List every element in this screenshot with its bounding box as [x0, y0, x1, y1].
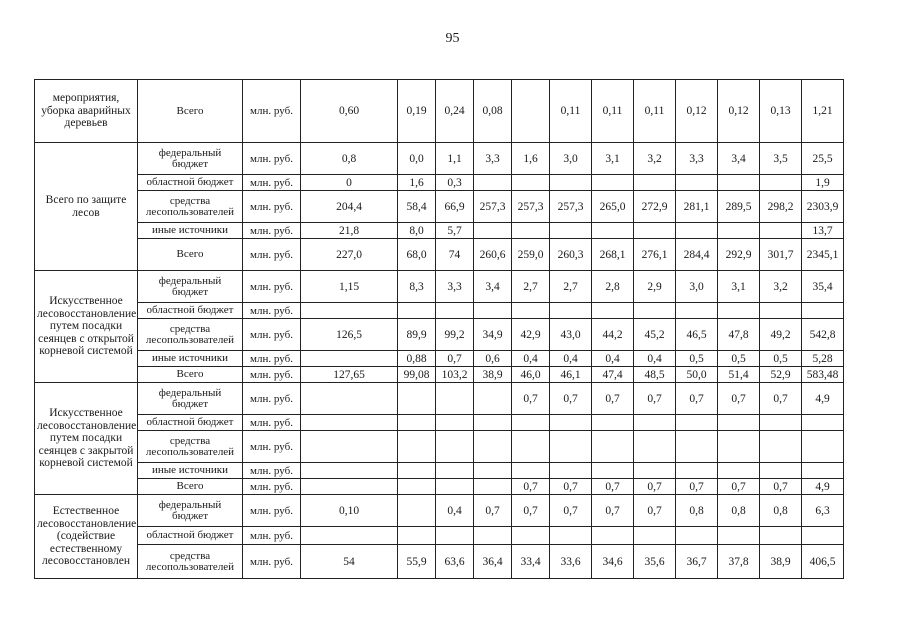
- value-cell: 3,4: [718, 143, 760, 175]
- value-cell: [301, 463, 398, 479]
- value-cell: 301,7: [760, 239, 802, 271]
- value-cell: [550, 463, 592, 479]
- value-cell: 268,1: [592, 239, 634, 271]
- value-cell: 0,4: [436, 495, 474, 527]
- table-row: [35, 319, 889, 351]
- value-cell: 0,7: [634, 479, 676, 495]
- value-cell: 0,7: [550, 383, 592, 415]
- table-row: [35, 367, 889, 383]
- value-cell: 1,9: [802, 175, 844, 191]
- value-cell: 3,0: [550, 143, 592, 175]
- value-cell: 49,2: [760, 319, 802, 351]
- value-cell: 47,4: [592, 367, 634, 383]
- value-cell: 21,8: [301, 223, 398, 239]
- value-cell: 0,88: [398, 351, 436, 367]
- value-cell: 48,5: [634, 367, 676, 383]
- value-cell: 4,9: [802, 479, 844, 495]
- value-cell: 3,2: [760, 271, 802, 303]
- value-cell: [301, 527, 398, 545]
- value-cell: 0,7: [512, 495, 550, 527]
- value-cell: 13,7: [802, 223, 844, 239]
- activity-name-cell: Естественное лесовосстановление (содействие естественному лесовосстановлен: [35, 495, 138, 579]
- value-cell: [718, 223, 760, 239]
- value-cell: [474, 223, 512, 239]
- value-cell: 2,7: [512, 271, 550, 303]
- value-cell: [592, 431, 634, 463]
- value-cell: [398, 303, 436, 319]
- funding-source-cell: федеральный бюджет: [138, 271, 243, 303]
- unit-cell: млн. руб.: [243, 545, 301, 579]
- value-cell: 46,5: [676, 319, 718, 351]
- value-cell: 406,5: [802, 545, 844, 579]
- value-cell: 1,1: [436, 143, 474, 175]
- value-cell: 34,6: [592, 545, 634, 579]
- value-cell: 46,1: [550, 367, 592, 383]
- value-cell: [512, 527, 550, 545]
- value-cell: 281,1: [676, 191, 718, 223]
- value-cell: 0,7: [760, 479, 802, 495]
- table-row: [35, 479, 889, 495]
- table-row: [35, 545, 889, 579]
- funding-source-cell: иные источники: [138, 351, 243, 367]
- value-cell: [718, 463, 760, 479]
- value-cell: [802, 415, 844, 431]
- value-cell: 0,13: [760, 80, 802, 143]
- value-cell: 284,4: [676, 239, 718, 271]
- value-cell: [592, 303, 634, 319]
- table-row: [35, 431, 889, 463]
- value-cell: 0,7: [550, 479, 592, 495]
- value-cell: 5,7: [436, 223, 474, 239]
- table-row: [35, 143, 889, 175]
- value-cell: 0,7: [676, 383, 718, 415]
- value-cell: 0,8: [760, 495, 802, 527]
- funding-source-cell: федеральный бюджет: [138, 143, 243, 175]
- value-cell: [398, 527, 436, 545]
- value-cell: 35,4: [802, 271, 844, 303]
- funding-source-cell: иные источники: [138, 463, 243, 479]
- value-cell: [718, 303, 760, 319]
- value-cell: [550, 415, 592, 431]
- funding-source-cell: средства лесопользователей: [138, 319, 243, 351]
- table-row: [35, 80, 889, 143]
- value-cell: [474, 303, 512, 319]
- table-row: [35, 239, 889, 271]
- activity-name-cell: мероприятия, уборка аварийных деревьев: [35, 80, 138, 143]
- value-cell: 3,0: [676, 271, 718, 303]
- value-cell: 3,3: [436, 271, 474, 303]
- value-cell: [676, 431, 718, 463]
- value-cell: 259,0: [512, 239, 550, 271]
- table-body: [35, 80, 889, 579]
- value-cell: [760, 415, 802, 431]
- value-cell: 52,9: [760, 367, 802, 383]
- value-cell: [436, 527, 474, 545]
- value-cell: 0,7: [718, 479, 760, 495]
- value-cell: 298,2: [760, 191, 802, 223]
- unit-cell: млн. руб.: [243, 415, 301, 431]
- value-cell: [676, 303, 718, 319]
- value-cell: 542,8: [802, 319, 844, 351]
- value-cell: 36,7: [676, 545, 718, 579]
- value-cell: 0,7: [718, 383, 760, 415]
- value-cell: 0,11: [634, 80, 676, 143]
- value-cell: 0,8: [676, 495, 718, 527]
- value-cell: 0,5: [718, 351, 760, 367]
- unit-cell: млн. руб.: [243, 367, 301, 383]
- value-cell: 0,11: [550, 80, 592, 143]
- value-cell: 0: [301, 175, 398, 191]
- unit-cell: млн. руб.: [243, 527, 301, 545]
- table-row: [35, 383, 889, 415]
- value-cell: [436, 415, 474, 431]
- value-cell: 0,7: [436, 351, 474, 367]
- unit-cell: млн. руб.: [243, 191, 301, 223]
- value-cell: [550, 431, 592, 463]
- value-cell: 58,4: [398, 191, 436, 223]
- value-cell: [512, 463, 550, 479]
- unit-cell: млн. руб.: [243, 271, 301, 303]
- value-cell: [474, 527, 512, 545]
- funding-source-cell: Всего: [138, 239, 243, 271]
- value-cell: [592, 527, 634, 545]
- value-cell: [436, 383, 474, 415]
- value-cell: 3,3: [676, 143, 718, 175]
- funding-source-cell: средства лесопользователей: [138, 545, 243, 579]
- table-row: [35, 175, 889, 191]
- value-cell: 103,2: [436, 367, 474, 383]
- value-cell: 0,08: [474, 80, 512, 143]
- value-cell: 292,9: [718, 239, 760, 271]
- value-cell: 8,3: [398, 271, 436, 303]
- value-cell: [398, 383, 436, 415]
- value-cell: 127,65: [301, 367, 398, 383]
- value-cell: 1,15: [301, 271, 398, 303]
- value-cell: [301, 383, 398, 415]
- value-cell: 3,1: [592, 143, 634, 175]
- value-cell: [676, 415, 718, 431]
- value-cell: [802, 303, 844, 319]
- value-cell: [760, 175, 802, 191]
- value-cell: 0,7: [474, 495, 512, 527]
- value-cell: [676, 175, 718, 191]
- value-cell: [676, 527, 718, 545]
- activity-name-cell: Искусственное лесовосстановление путем посадки сеянцев с закрытой корневой системой: [35, 383, 138, 495]
- activity-name-cell: Всего по защите лесов: [35, 143, 138, 271]
- value-cell: 0,10: [301, 495, 398, 527]
- funding-source-cell: средства лесопользователей: [138, 191, 243, 223]
- value-cell: 2,7: [550, 271, 592, 303]
- value-cell: 0,12: [718, 80, 760, 143]
- value-cell: 0,7: [592, 383, 634, 415]
- value-cell: 272,9: [634, 191, 676, 223]
- value-cell: [676, 223, 718, 239]
- value-cell: [398, 479, 436, 495]
- value-cell: 1,21: [802, 80, 844, 143]
- value-cell: [634, 431, 676, 463]
- value-cell: [550, 223, 592, 239]
- value-cell: [760, 303, 802, 319]
- value-cell: 0,4: [512, 351, 550, 367]
- value-cell: 1,6: [512, 143, 550, 175]
- value-cell: [550, 175, 592, 191]
- value-cell: 66,9: [436, 191, 474, 223]
- value-cell: 0,7: [592, 479, 634, 495]
- value-cell: [760, 463, 802, 479]
- value-cell: [474, 175, 512, 191]
- value-cell: 260,6: [474, 239, 512, 271]
- value-cell: 63,6: [436, 545, 474, 579]
- value-cell: 55,9: [398, 545, 436, 579]
- value-cell: 0,11: [592, 80, 634, 143]
- value-cell: [398, 431, 436, 463]
- value-cell: 583,48: [802, 367, 844, 383]
- value-cell: 257,3: [474, 191, 512, 223]
- value-cell: 126,5: [301, 319, 398, 351]
- value-cell: [436, 463, 474, 479]
- activity-name-cell: Искусственное лесовосстановление путем посадки сеянцев с открытой корневой системой: [35, 271, 138, 383]
- value-cell: [634, 175, 676, 191]
- value-cell: 0,6: [474, 351, 512, 367]
- value-cell: 6,3: [802, 495, 844, 527]
- table-row: [35, 271, 889, 303]
- budget-table: [34, 79, 889, 579]
- value-cell: 0,7: [676, 479, 718, 495]
- value-cell: 0,7: [512, 383, 550, 415]
- value-cell: 37,8: [718, 545, 760, 579]
- value-cell: 3,5: [760, 143, 802, 175]
- value-cell: 0,7: [512, 479, 550, 495]
- value-cell: 99,08: [398, 367, 436, 383]
- value-cell: 3,2: [634, 143, 676, 175]
- page-number: 95: [445, 31, 460, 46]
- value-cell: [760, 527, 802, 545]
- value-cell: 0,7: [634, 383, 676, 415]
- funding-source-cell: иные источники: [138, 223, 243, 239]
- value-cell: 0,7: [634, 495, 676, 527]
- value-cell: [474, 431, 512, 463]
- value-cell: 50,0: [676, 367, 718, 383]
- value-cell: [512, 175, 550, 191]
- value-cell: 0,7: [760, 383, 802, 415]
- value-cell: [592, 223, 634, 239]
- value-cell: 204,4: [301, 191, 398, 223]
- value-cell: [474, 463, 512, 479]
- value-cell: 0,4: [550, 351, 592, 367]
- value-cell: [592, 175, 634, 191]
- funding-source-cell: областной бюджет: [138, 303, 243, 319]
- value-cell: [718, 175, 760, 191]
- value-cell: 25,5: [802, 143, 844, 175]
- value-cell: 2,9: [634, 271, 676, 303]
- funding-source-cell: областной бюджет: [138, 415, 243, 431]
- unit-cell: млн. руб.: [243, 80, 301, 143]
- unit-cell: млн. руб.: [243, 143, 301, 175]
- value-cell: 3,3: [474, 143, 512, 175]
- value-cell: [592, 415, 634, 431]
- table-row: [35, 495, 889, 527]
- funding-source-cell: Всего: [138, 367, 243, 383]
- value-cell: [634, 415, 676, 431]
- value-cell: [802, 431, 844, 463]
- unit-cell: млн. руб.: [243, 479, 301, 495]
- unit-cell: млн. руб.: [243, 319, 301, 351]
- value-cell: 3,1: [718, 271, 760, 303]
- value-cell: [512, 415, 550, 431]
- unit-cell: млн. руб.: [243, 223, 301, 239]
- value-cell: [398, 495, 436, 527]
- table-row: [35, 463, 889, 479]
- table-row: [35, 527, 889, 545]
- value-cell: 265,0: [592, 191, 634, 223]
- value-cell: [634, 463, 676, 479]
- value-cell: [760, 223, 802, 239]
- funding-source-cell: Всего: [138, 80, 243, 143]
- value-cell: 38,9: [474, 367, 512, 383]
- value-cell: 276,1: [634, 239, 676, 271]
- value-cell: [634, 223, 676, 239]
- value-cell: 45,2: [634, 319, 676, 351]
- value-cell: [592, 463, 634, 479]
- value-cell: 54: [301, 545, 398, 579]
- value-cell: 0,5: [676, 351, 718, 367]
- value-cell: [474, 415, 512, 431]
- value-cell: 0,7: [592, 495, 634, 527]
- funding-source-cell: федеральный бюджет: [138, 495, 243, 527]
- value-cell: 89,9: [398, 319, 436, 351]
- value-cell: 36,4: [474, 545, 512, 579]
- value-cell: 2303,9: [802, 191, 844, 223]
- value-cell: 43,0: [550, 319, 592, 351]
- unit-cell: млн. руб.: [243, 463, 301, 479]
- unit-cell: млн. руб.: [243, 431, 301, 463]
- unit-cell: млн. руб.: [243, 303, 301, 319]
- value-cell: [550, 527, 592, 545]
- unit-cell: млн. руб.: [243, 495, 301, 527]
- unit-cell: млн. руб.: [243, 239, 301, 271]
- value-cell: 0,3: [436, 175, 474, 191]
- value-cell: 33,6: [550, 545, 592, 579]
- value-cell: 46,0: [512, 367, 550, 383]
- value-cell: 5,28: [802, 351, 844, 367]
- value-cell: [760, 431, 802, 463]
- value-cell: 0,7: [550, 495, 592, 527]
- funding-source-cell: средства лесопользователей: [138, 431, 243, 463]
- value-cell: [436, 479, 474, 495]
- value-cell: [802, 527, 844, 545]
- value-cell: 257,3: [550, 191, 592, 223]
- unit-cell: млн. руб.: [243, 175, 301, 191]
- value-cell: [436, 303, 474, 319]
- value-cell: 38,9: [760, 545, 802, 579]
- value-cell: 227,0: [301, 239, 398, 271]
- value-cell: [718, 431, 760, 463]
- value-cell: [474, 383, 512, 415]
- value-cell: 2,8: [592, 271, 634, 303]
- value-cell: [718, 415, 760, 431]
- table-row: [35, 351, 889, 367]
- value-cell: 0,4: [592, 351, 634, 367]
- value-cell: 51,4: [718, 367, 760, 383]
- value-cell: 0,24: [436, 80, 474, 143]
- value-cell: [301, 479, 398, 495]
- value-cell: 0,4: [634, 351, 676, 367]
- table-row: [35, 191, 889, 223]
- funding-source-cell: Всего: [138, 479, 243, 495]
- value-cell: [474, 479, 512, 495]
- value-cell: 0,8: [718, 495, 760, 527]
- table-row: [35, 303, 889, 319]
- value-cell: 33,4: [512, 545, 550, 579]
- funding-source-cell: федеральный бюджет: [138, 383, 243, 415]
- value-cell: 4,9: [802, 383, 844, 415]
- value-cell: [301, 351, 398, 367]
- value-cell: 3,4: [474, 271, 512, 303]
- value-cell: [512, 303, 550, 319]
- value-cell: 0,60: [301, 80, 398, 143]
- value-cell: 34,9: [474, 319, 512, 351]
- value-cell: [301, 431, 398, 463]
- value-cell: 35,6: [634, 545, 676, 579]
- value-cell: 44,2: [592, 319, 634, 351]
- value-cell: 0,19: [398, 80, 436, 143]
- value-cell: 0,0: [398, 143, 436, 175]
- value-cell: 99,2: [436, 319, 474, 351]
- value-cell: 257,3: [512, 191, 550, 223]
- value-cell: 1,6: [398, 175, 436, 191]
- value-cell: 8,0: [398, 223, 436, 239]
- value-cell: 2345,1: [802, 239, 844, 271]
- value-cell: [676, 463, 718, 479]
- value-cell: 68,0: [398, 239, 436, 271]
- value-cell: 0,12: [676, 80, 718, 143]
- unit-cell: млн. руб.: [243, 383, 301, 415]
- value-cell: [634, 303, 676, 319]
- value-cell: [301, 303, 398, 319]
- table-row: [35, 415, 889, 431]
- value-cell: 289,5: [718, 191, 760, 223]
- value-cell: 0,5: [760, 351, 802, 367]
- value-cell: 42,9: [512, 319, 550, 351]
- value-cell: [512, 431, 550, 463]
- funding-source-cell: областной бюджет: [138, 527, 243, 545]
- value-cell: [301, 415, 398, 431]
- value-cell: [718, 527, 760, 545]
- table-row: [35, 223, 889, 239]
- value-cell: [512, 80, 550, 143]
- unit-cell: млн. руб.: [243, 351, 301, 367]
- funding-source-cell: областной бюджет: [138, 175, 243, 191]
- value-cell: 0,8: [301, 143, 398, 175]
- value-cell: 74: [436, 239, 474, 271]
- value-cell: [398, 463, 436, 479]
- value-cell: [802, 463, 844, 479]
- value-cell: [398, 415, 436, 431]
- value-cell: 47,8: [718, 319, 760, 351]
- value-cell: [634, 527, 676, 545]
- value-cell: [512, 223, 550, 239]
- value-cell: 260,3: [550, 239, 592, 271]
- value-cell: [436, 431, 474, 463]
- value-cell: [550, 303, 592, 319]
